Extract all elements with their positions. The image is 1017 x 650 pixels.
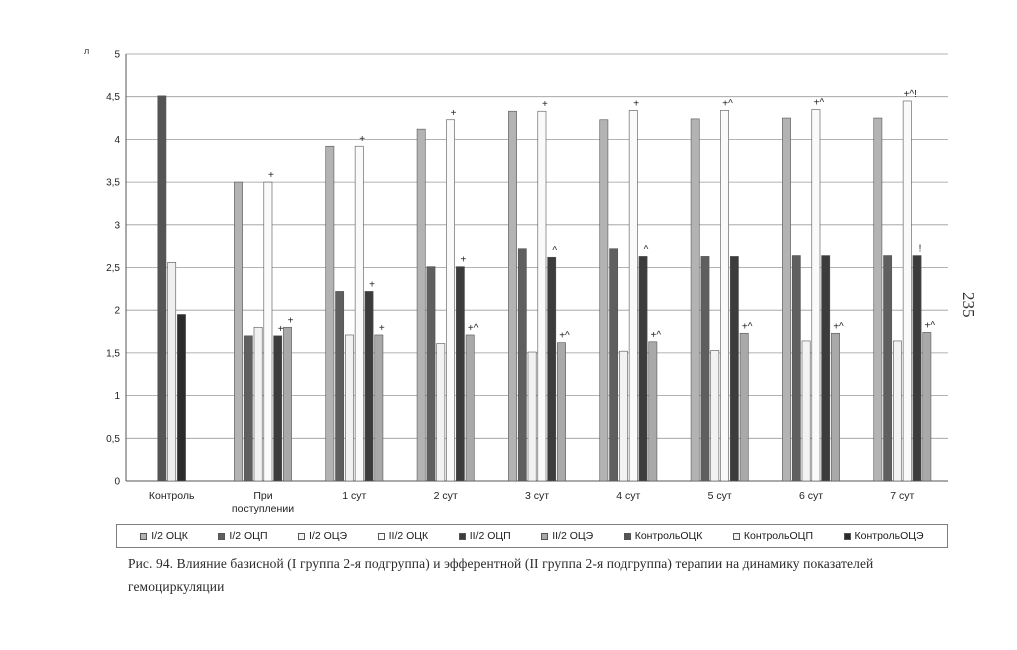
x-tick-label: 6 сут — [798, 490, 824, 502]
bar — [923, 332, 931, 481]
significance-marker: +^ — [924, 320, 936, 332]
significance-marker: + — [378, 322, 385, 334]
bar — [792, 256, 800, 481]
legend-item — [298, 530, 347, 542]
y-tick-label: 3,5 — [106, 177, 120, 189]
x-tick-label: 5 сут — [707, 490, 732, 502]
significance-marker: +^! — [903, 88, 917, 100]
bar — [913, 256, 921, 481]
y-tick-labels — [106, 50, 120, 488]
legend-swatch — [733, 533, 740, 540]
bar — [375, 335, 383, 481]
legend-swatch — [140, 533, 147, 540]
legend-label: I/2 ОЦК — [151, 530, 188, 542]
bar — [528, 352, 536, 481]
legend-swatch — [298, 533, 305, 540]
significance-marker: +^ — [559, 330, 570, 342]
legend-label: I/2 ОЦП — [229, 530, 268, 542]
significance-marker: + — [633, 98, 640, 110]
bar — [802, 341, 810, 481]
bar — [548, 257, 556, 481]
y-axis-unit: л — [84, 46, 90, 56]
legend-item — [378, 530, 429, 542]
bar — [336, 291, 344, 481]
legend-swatch — [459, 533, 466, 540]
bar — [365, 291, 373, 481]
bar — [893, 341, 901, 481]
bar — [822, 256, 830, 481]
bar — [874, 118, 882, 481]
x-tick-label: Контроль — [148, 490, 195, 502]
bar — [691, 119, 699, 481]
bar — [730, 256, 738, 481]
bar — [649, 342, 657, 481]
y-tick-label: 2 — [114, 305, 120, 317]
significance-marker: +^ — [722, 98, 733, 110]
bar — [437, 344, 445, 481]
bar — [782, 118, 790, 481]
x-tick-label: поступлении — [231, 503, 295, 515]
bar — [158, 96, 166, 481]
bar — [903, 101, 911, 481]
y-tick-label: 2,5 — [106, 263, 120, 274]
legend-item — [459, 530, 511, 542]
bar — [283, 327, 291, 481]
significance-marker: + — [287, 315, 294, 327]
legend-item — [844, 530, 924, 542]
y-tick-label: 1,5 — [106, 348, 120, 360]
bar — [417, 129, 425, 481]
significance-marker: + — [359, 134, 366, 146]
bar — [557, 343, 565, 481]
bar — [538, 111, 546, 481]
significance-marker: ^ — [552, 245, 558, 257]
y-tick-label: 3 — [114, 220, 120, 232]
legend-label: I/2 ОЦЭ — [309, 530, 348, 542]
bar — [177, 314, 185, 481]
bar — [619, 351, 627, 481]
bar — [264, 182, 272, 481]
y-tick-label: 4 — [114, 134, 120, 146]
bars — [158, 96, 931, 481]
bar — [234, 182, 242, 481]
significance-marker: + — [541, 99, 548, 111]
x-tick-label: 3 сут — [524, 490, 550, 502]
bar — [812, 110, 820, 481]
significance-marker: +^ — [467, 322, 479, 334]
significance-marker: +^ — [813, 97, 825, 109]
bar — [466, 335, 474, 481]
bar — [740, 333, 748, 481]
legend-swatch — [844, 533, 851, 540]
legend-swatch — [218, 533, 225, 540]
legend-label: II/2 ОЦЭ — [552, 530, 594, 542]
significance-marker: ^ — [643, 244, 649, 256]
bar — [244, 336, 252, 481]
bar — [831, 333, 839, 481]
bar — [355, 146, 363, 481]
bar — [711, 350, 719, 481]
y-tick-label: 5 — [114, 49, 120, 61]
legend-item — [541, 530, 593, 542]
legend-swatch — [541, 533, 548, 540]
legend-item — [140, 530, 188, 542]
significance-marker: + — [450, 107, 457, 119]
legend-label: КонтрольОЦП — [743, 530, 813, 542]
x-tick-label: 7 сут — [890, 490, 915, 502]
page-number: 235 — [959, 292, 978, 318]
chart-legend — [116, 524, 948, 548]
significance-marker: ! — [918, 243, 922, 255]
y-tick-label: 4,5 — [106, 92, 120, 104]
bar — [345, 335, 353, 481]
y-tick-label: 1 — [114, 391, 120, 403]
legend-label: II/2 ОЦК — [388, 530, 429, 542]
significance-marker: + — [277, 323, 284, 335]
legend-swatch — [624, 533, 631, 540]
legend-item — [218, 530, 267, 542]
bar — [600, 120, 608, 481]
bar — [456, 267, 464, 481]
legend-item — [624, 530, 703, 542]
legend-label: КонтрольОЦЭ — [854, 530, 924, 542]
x-tick-label: 1 сут — [342, 490, 367, 502]
legend-label: II/2 ОЦП — [469, 530, 511, 542]
significance-marker: + — [369, 279, 375, 291]
x-tick-label: 4 сут — [616, 490, 641, 502]
bar — [884, 256, 892, 481]
significance-marker: +^ — [833, 321, 844, 333]
significance-marker: + — [267, 170, 274, 182]
bar — [701, 256, 709, 481]
bar — [326, 146, 334, 481]
x-tick-labels — [149, 490, 915, 515]
bar — [274, 336, 282, 481]
significance-marker: +^ — [650, 329, 662, 341]
legend-item — [733, 530, 813, 542]
bar — [629, 110, 637, 481]
figure-caption: Рис. 94. Влияние базисной (I группа 2-я подгруппа) и эфферентной (II группа 2-я подгруппа) терапии на динамику показателей гемоциркуляции — [128, 556, 874, 594]
x-tick-label: 2 сут — [433, 490, 458, 502]
bar — [508, 111, 516, 481]
legend-swatch — [378, 533, 385, 540]
y-tick-label: 0,5 — [106, 433, 120, 445]
bar — [427, 267, 435, 481]
bar — [446, 120, 454, 481]
bar — [720, 110, 728, 481]
y-tick-label: 0 — [114, 476, 120, 488]
significance-marker: +^ — [741, 321, 753, 333]
bar — [168, 262, 176, 481]
legend-label: КонтрольОЦК — [634, 530, 703, 542]
significance-marker: + — [460, 254, 467, 266]
x-tick-label: При — [253, 490, 273, 502]
bar — [518, 249, 526, 481]
bar — [639, 256, 647, 481]
bar — [610, 249, 618, 481]
bar — [254, 327, 262, 481]
